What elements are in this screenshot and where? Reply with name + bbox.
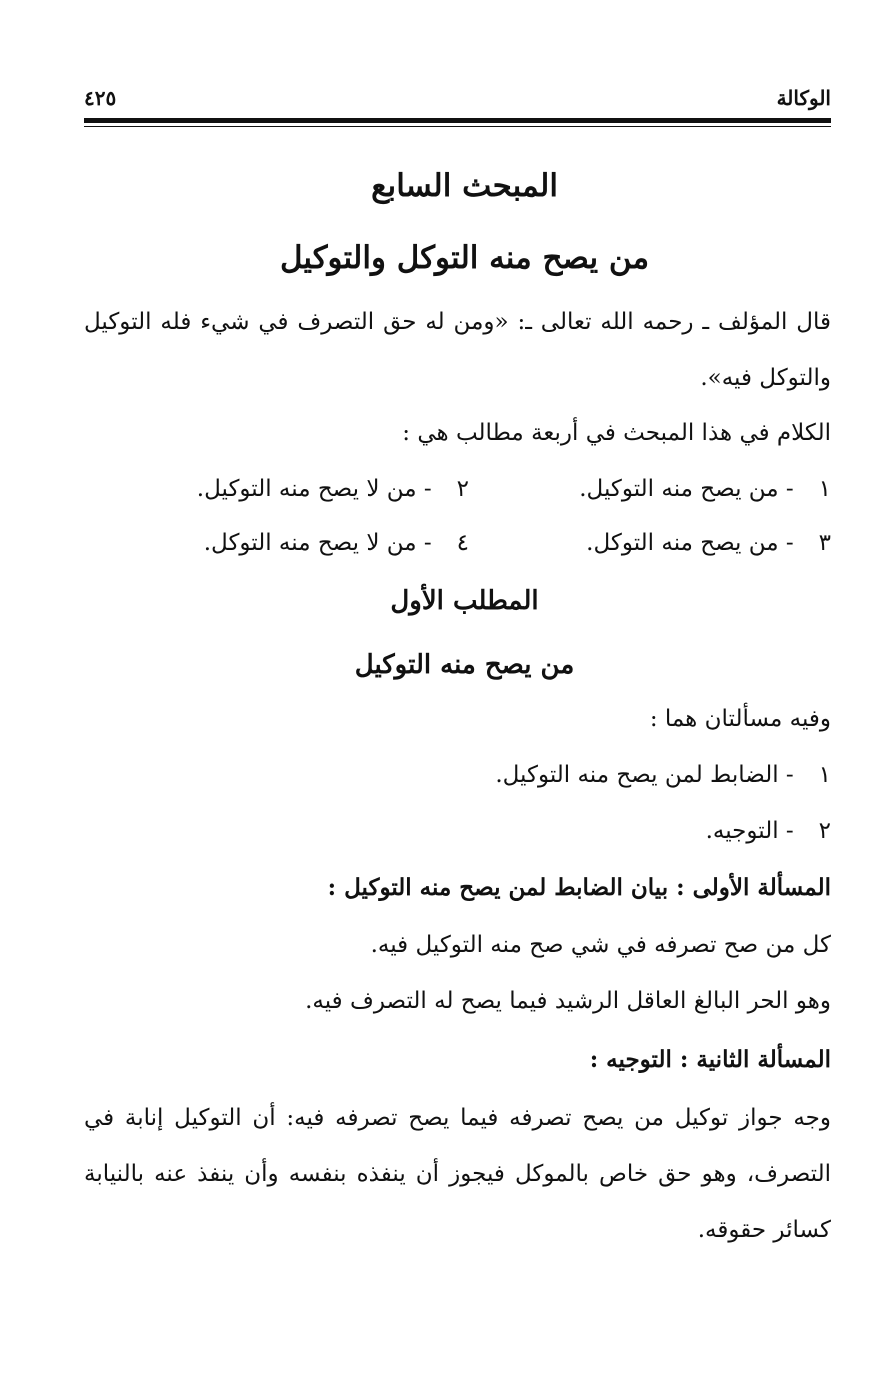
matlab-title: من يصح منه التوكيل xyxy=(354,650,575,680)
chapter-heading: المبحث السابع xyxy=(371,168,558,204)
masail-item-2 xyxy=(706,818,831,844)
masail-item-1 xyxy=(495,762,831,788)
matlab-item-text: - من لا يصح منه التوكيل. xyxy=(196,476,432,502)
matlab-heading: المطلب الأول xyxy=(390,586,539,616)
matlab-item-4 xyxy=(204,530,469,556)
section-title: من يصح منه التوكل والتوكيل xyxy=(279,240,650,276)
matlab-item-text: - من يصح منه التوكيل. xyxy=(579,476,794,502)
matlab-item-2 xyxy=(197,476,469,502)
masala-2-paragraph: وجه جواز توكيل من يصح تصرفه فيما يصح تصرفه فيه: أن التوكيل إنابة في التصرف، وهو حق خاص بالموكل فيجوز أن ينفذه بنفسه وأن ينفذ عنه بالنيابة كسائر حقوقه. xyxy=(84,1105,831,1243)
matlab-item-number: ٤ xyxy=(456,530,469,556)
matlab-item-1 xyxy=(579,476,831,502)
matlab-item-number: ١ xyxy=(818,476,831,502)
matlab-intro: وفيه مسألتان هما : xyxy=(649,706,831,732)
masala-1-heading: المسألة الأولى : بيان الضابط لمن يصح منه التوكيل : xyxy=(327,874,831,901)
matlab-item-text: - من يصح منه التوكل. xyxy=(586,530,794,556)
masala-2-heading: المسألة الثانية : التوجيه : xyxy=(589,1046,831,1073)
running-head xyxy=(84,86,831,116)
masail-item-text: - التوجيه. xyxy=(705,818,794,844)
masail-item-number: ٢ xyxy=(818,818,831,844)
masail-item-text: - الضابط لمن يصح منه التوكيل. xyxy=(495,762,794,788)
running-title: الوكالة xyxy=(776,86,831,110)
masail-item-number: ١ xyxy=(818,762,831,788)
page-number: ٤٢٥ xyxy=(84,86,117,110)
masala-1-line-2: وهو الحر البالغ العاقل الرشيد فيما يصح له التصرف فيه. xyxy=(305,988,831,1014)
matlab-item-number: ٢ xyxy=(456,476,469,502)
header-rule-thin xyxy=(84,126,831,127)
matlab-item-number: ٣ xyxy=(818,530,831,556)
intro-paragraph: قال المؤلف ـ رحمه الله تعالى ـ: «ومن له حق التصرف في شيء فله التوكيل والتوكل فيه». xyxy=(84,309,831,391)
overview-line: الكلام في هذا المبحث في أربعة مطالب هي : xyxy=(402,420,831,446)
matlab-item-text: - من لا يصح منه التوكل. xyxy=(203,530,432,556)
matlab-item-3 xyxy=(586,530,831,556)
header-rule-thick xyxy=(84,118,831,123)
masala-1-line-1: كل من صح تصرفه في شي صح منه التوكيل فيه. xyxy=(370,932,831,958)
